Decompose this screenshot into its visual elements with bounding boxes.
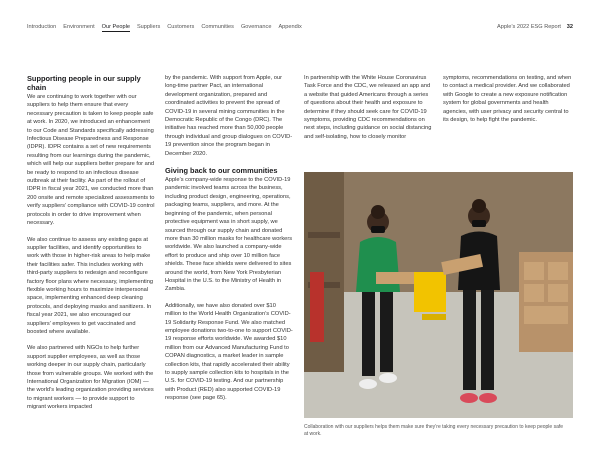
report-title: Apple’s 2022 ESG Report	[497, 24, 561, 30]
red-cabinet	[310, 272, 324, 342]
column-2	[165, 74, 293, 411]
nav-communities[interactable]: Communities	[201, 24, 234, 30]
face-mask	[371, 226, 385, 233]
workers-photo	[304, 172, 573, 418]
nav-customers[interactable]: Customers	[167, 24, 195, 30]
nav-suppliers[interactable]: Suppliers	[136, 24, 161, 30]
nav-introduction[interactable]: Introduction	[27, 24, 57, 30]
section-heading-supply-chain: Supporting people in our supply chain	[27, 74, 141, 92]
paragraph: In partnership with the White House Coronavirus Task Force and the CDC, we released an app and a website that guided Americans through a series of questions about their health and exposure to determine if they should seek care for COVID-19 symptoms, providing CDC recommendations on next steps, including guidance on social distancing and self-isolating, how to closely monitor	[304, 75, 432, 140]
paragraph: symptoms, recommendations on testing, and when to contact a medical provider. And we collaborated with Google to create a new exposure notification system for global governments and health agencies, with user privacy and security central to its design, to help fight the pandemic.	[443, 75, 572, 124]
section-heading-communities: Giving back to our communities	[165, 166, 278, 176]
section-nav	[27, 24, 302, 32]
nav-appendix[interactable]: Appendix	[278, 24, 302, 30]
yellow-cart	[414, 272, 446, 312]
cardboard-box	[376, 272, 414, 284]
column-4	[443, 74, 573, 132]
page-number: 32	[566, 24, 573, 30]
photo-caption: Collaboration with our suppliers helps them make sure they’re taking every necessary precaution to keep people safe at work.	[304, 424, 564, 437]
warehouse-scene-illustration	[304, 172, 573, 418]
paragraph: by the pandemic. With support from Apple, our long-time partner Pact, an international development organization, prepared and coordinated activities to prevent the spread of COVID-19 in several mining communities in the Democratic Republic of the Congo (DRC). The initiative has reached more than 50,000 people through individual and group dialogues on COVID-19 prevention since the program began in December 2020.	[165, 75, 293, 157]
paragraph: We also continue to assess any existing gaps at supplier facilities, and identify opportunities to work with those in higher-risk areas to help make their facilities safer. This includes working with third-party suppliers to redesign and reconfigure factory floor plans where necessary, implementing flexible working hours to maximize interpersonal space, implementing enhanced deep cleaning protocols, and deploying masks and sanitizers. In fiscal year 2021, we also encouraged our suppliers’ employees to get vaccinated and boosted where available.	[27, 236, 154, 335]
top-navigation	[27, 24, 573, 34]
paragraph: We also partnered with NGOs to help further support supplier employees, as well as those working deeper in our supply chain, particularly those from vulnerable groups. We worked with the International Organization for Migration (IOM) — the world’s leading organization providing services to migrant workers — to provide support to migrant workers impacted	[27, 345, 154, 411]
nav-environment[interactable]: Environment	[63, 24, 95, 30]
paragraph: We are continuing to work together with our suppliers to help them ensure that every necessary precaution is taken to keep people safe at work. In 2020, we introduced an enhancement to our Code and Standards specifically addressing Infectious Disease Preparedness and Response (IDPR). IDPR contains a set of new requirements resulting from our learnings during the pandemic, which will help our suppliers better prepare for and be ready to respond to an infectious disease outbreak at their facility. As part of the rollout of IDPR in fiscal year 2021, we conducted more than 200 onsite and remote specialized assessments to verify suppliers’ compliance with COVID-19 control protocols in order to drive improvement when necessary.	[27, 94, 155, 227]
column-3	[304, 74, 434, 149]
nav-our-people[interactable]: Our People	[101, 24, 130, 30]
nav-governance[interactable]: Governance	[240, 24, 272, 30]
column-1	[27, 74, 155, 420]
paragraph: Additionally, we have also donated over $10 million to the World Health Organization’s COVID-19 Solidarity Response Fund. We also matched employee donations two-to-one to support COVID-19 response efforts worldwide. We awarded $10 million from our Advanced Manufacturing Fund to COPAN diagnostics, a market leader in sample collection kits, that rapidly accelerated their ability to supply sample collection kits to hospitals in the U.S. for COVID-19 testing. And our partnership with Product (RED) also supported COVID-19 response (see page 65).	[165, 302, 293, 402]
paragraph: Apple’s company-wide response to the COVID-19 pandemic involved teams across the business, including product design, engineering, operations, packaging teams, suppliers, and more. At the beginning of the pandemic, when personal protective equipment was in short supply, we sourced through our supply chain and donated more than 30 million masks for healthcare workers worldwide. We also launched a company-wide effort to produce and ship over 10 million face shields. These face shields were delivered to sites around the world, from New York Presbyterian Hospital in the U.S. to the Ministry of Health in Zambia.	[165, 177, 293, 293]
face-mask	[472, 220, 486, 227]
